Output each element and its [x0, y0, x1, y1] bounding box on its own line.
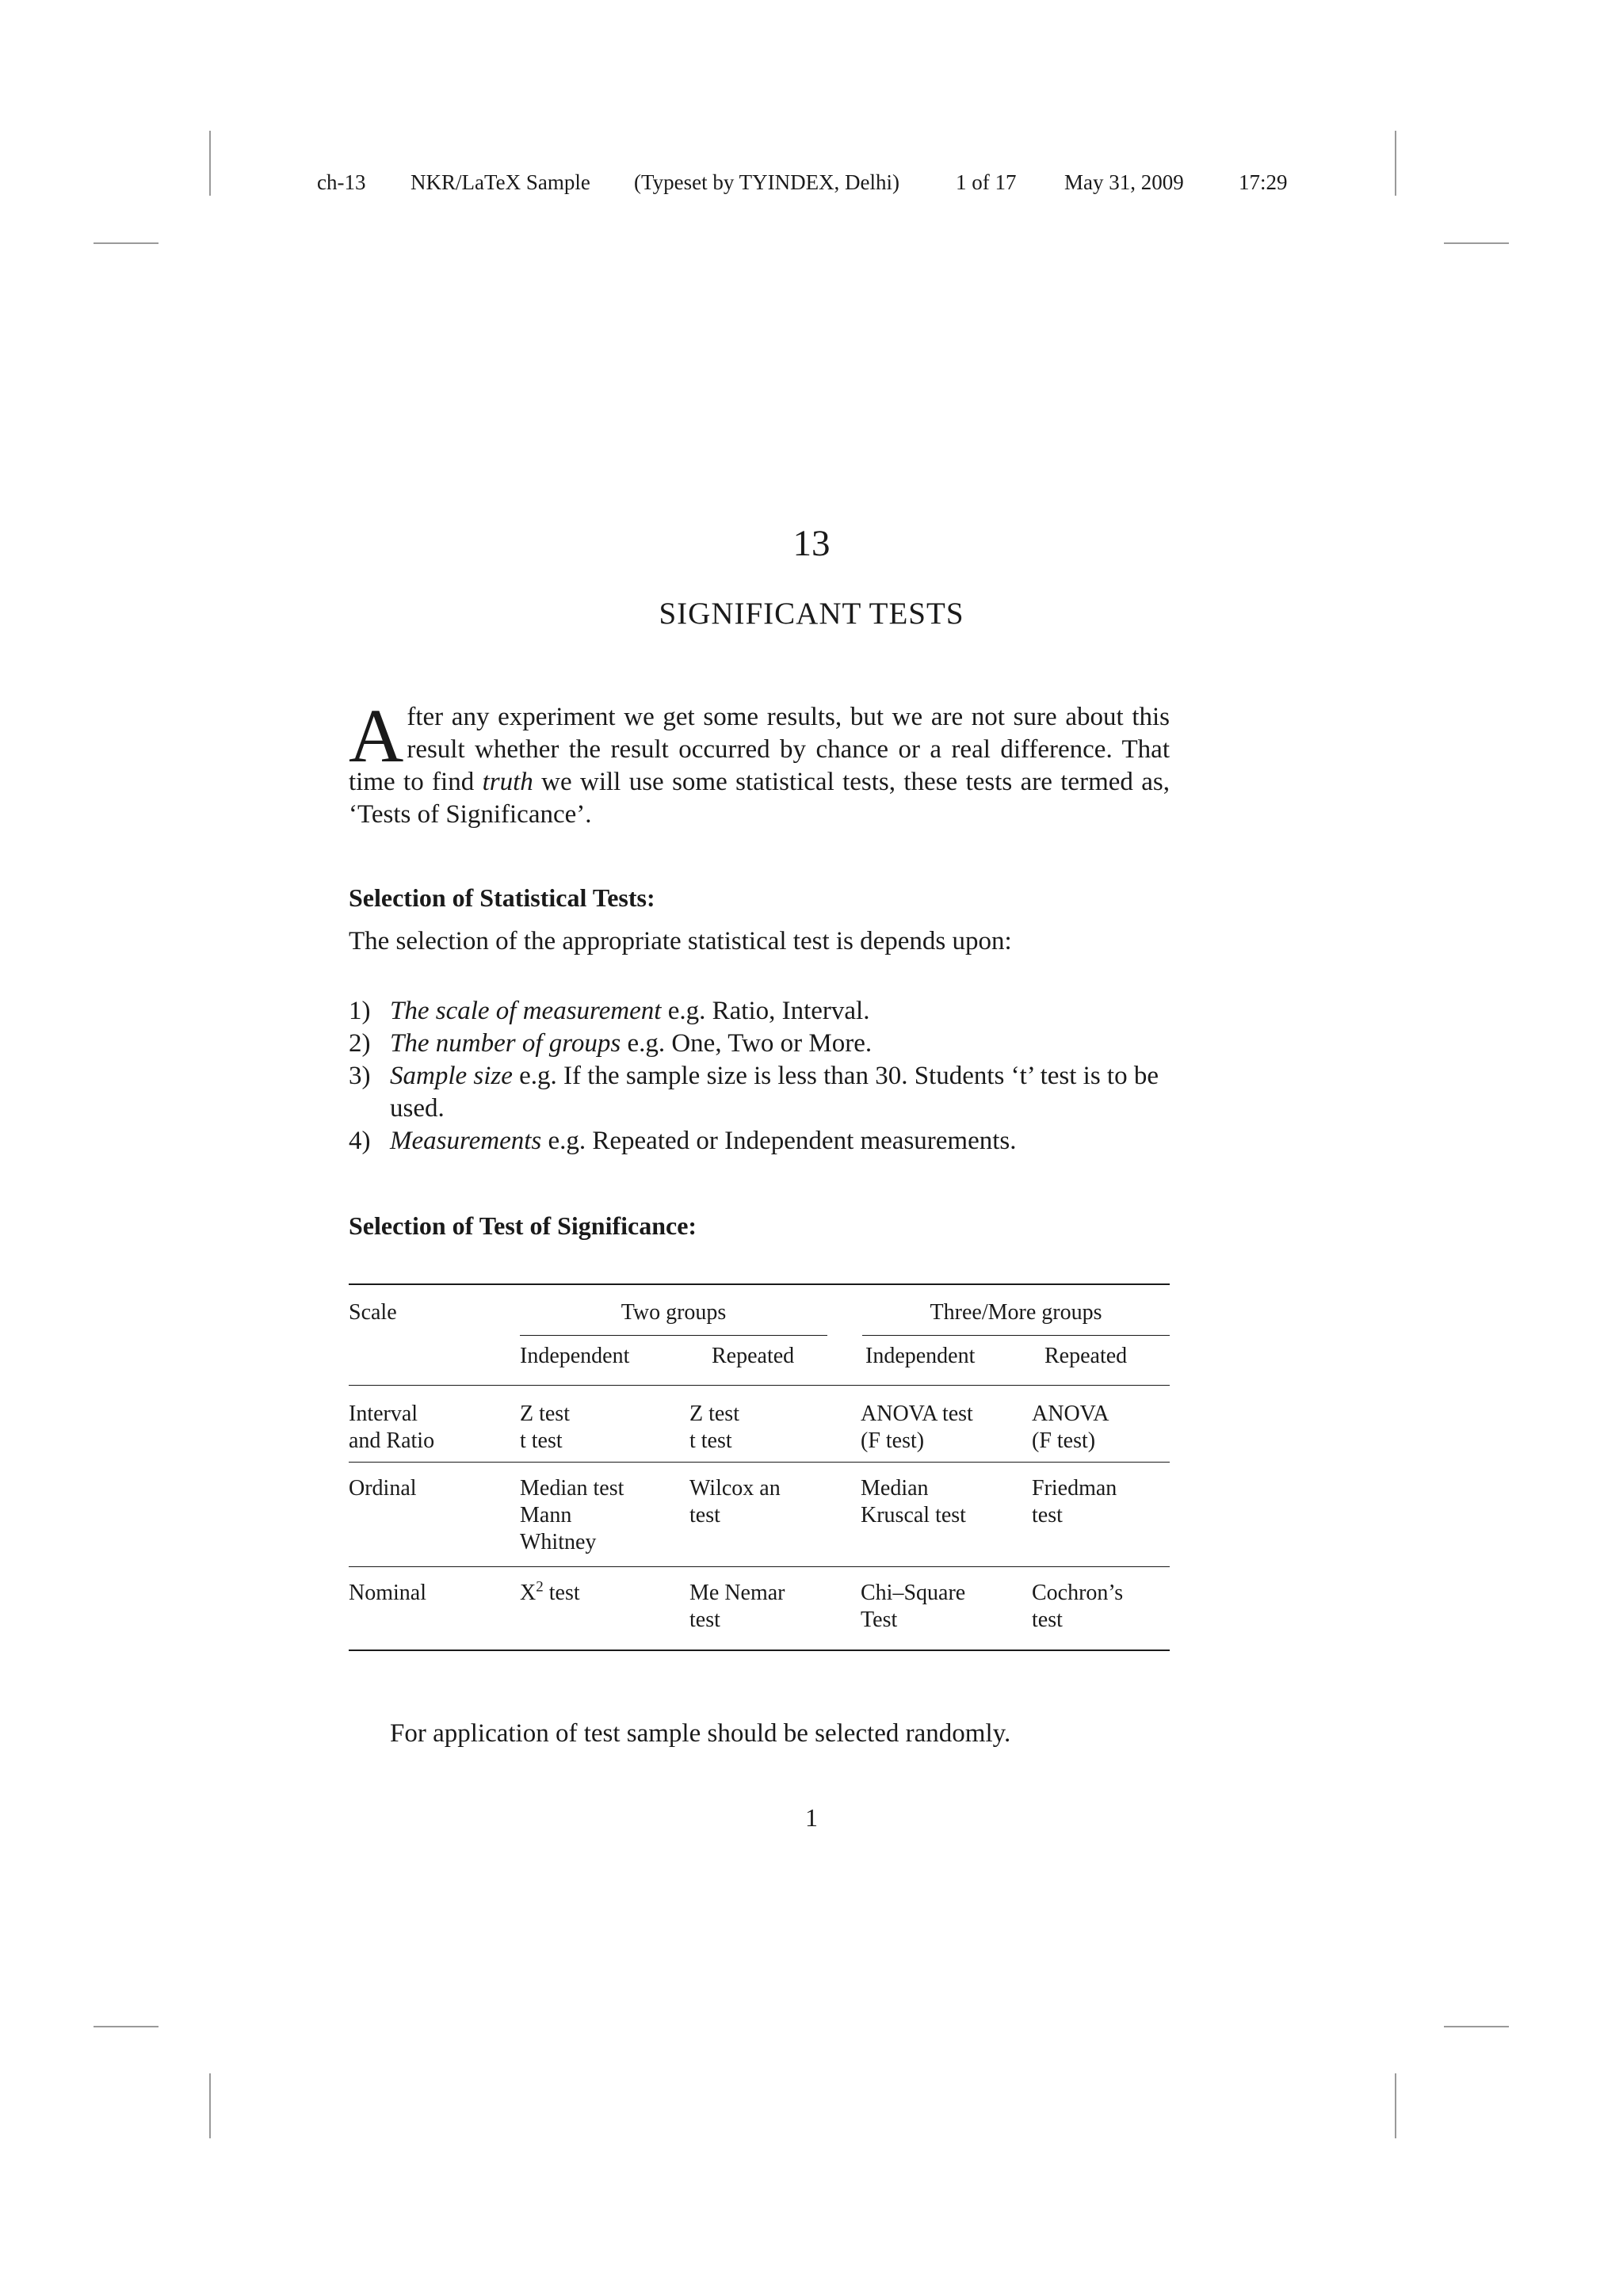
superscript: 2	[536, 1578, 544, 1596]
table-subheader-rule	[520, 1335, 827, 1336]
cell-line: t test	[689, 1428, 732, 1453]
table-cell	[1032, 1580, 1123, 1634]
list-term: Measurements	[390, 1127, 542, 1155]
cell-line: Nominal	[349, 1581, 426, 1605]
table-row-rule	[349, 1566, 1170, 1567]
cell-line: Cochron’s	[1032, 1581, 1124, 1605]
cell-line: Chi–Square	[861, 1581, 966, 1605]
list-number: 2)	[349, 1029, 371, 1058]
cell-text: test	[543, 1581, 580, 1605]
table-cell	[689, 1475, 781, 1529]
criteria-list	[349, 995, 1170, 1158]
table-cell-scale	[349, 1401, 434, 1455]
page-number: 1	[805, 1803, 818, 1832]
cell-line: test	[689, 1608, 720, 1632]
running-header	[0, 168, 1623, 196]
table-top-rule	[349, 1283, 1170, 1285]
table-row-rule	[349, 1462, 1170, 1463]
chapter-title: SIGNIFICANT TESTS	[659, 597, 964, 631]
table-header-three-groups: Three/More groups	[930, 1300, 1102, 1325]
table-cell	[861, 1475, 966, 1529]
cell-line: Z test	[689, 1402, 739, 1426]
chapter-number: 13	[792, 523, 831, 564]
table-subheader-independent: Independent	[520, 1344, 630, 1368]
table-subheader-rule	[862, 1335, 1170, 1336]
cell-line: ANOVA test	[861, 1402, 973, 1426]
list-number: 4)	[349, 1127, 371, 1155]
table-header-scale: Scale	[349, 1300, 397, 1325]
list-item	[349, 1028, 1170, 1060]
table-bottom-rule	[349, 1650, 1170, 1651]
header-chapter-code: ch-13	[317, 170, 366, 194]
table-cell	[520, 1580, 580, 1607]
cell-line: Mann	[520, 1503, 572, 1527]
table-cell-scale	[349, 1580, 426, 1607]
cell-line: Test	[861, 1608, 898, 1632]
table-cell	[861, 1580, 965, 1634]
cell-line: Wilcox an	[689, 1476, 781, 1501]
cell-line: Whitney	[520, 1530, 597, 1554]
chi-symbol: X	[520, 1581, 537, 1605]
section-heading-statistical-tests: Selection of Statistical Tests:	[349, 883, 655, 912]
crop-mark	[94, 242, 158, 244]
list-term: The scale of measurement	[390, 997, 662, 1025]
list-item	[349, 1125, 1170, 1158]
cell-line: (F test)	[1032, 1428, 1096, 1453]
header-sample: NKR/LaTeX Sample	[411, 170, 590, 194]
cell-line: (F test)	[861, 1428, 925, 1453]
intro-emphasis: truth	[482, 768, 533, 796]
intro-text-1: fter any experiment we get some results, but we are not sure about this result whether the result occurred by chance or a real difference. That time to find	[349, 703, 1170, 796]
crop-mark	[1444, 242, 1509, 244]
cell-line: Z test	[520, 1402, 570, 1426]
crop-mark	[94, 2026, 158, 2027]
list-text: e.g. If the sample size is less than 30. Students ‘t’ test is to be used.	[390, 1062, 1159, 1123]
intro-text-2: we will use some statistical tests, these tests are termed as, ‘Tests of Significance’.	[349, 768, 1170, 829]
crop-mark	[1395, 2073, 1396, 2138]
cell-line: test	[1032, 1503, 1063, 1527]
cell-line: Friedman	[1032, 1476, 1117, 1501]
list-text: e.g. Repeated or Independent measurements.	[541, 1127, 1017, 1155]
list-item	[349, 995, 1170, 1028]
table-cell	[1032, 1401, 1109, 1455]
cell-line: Interval	[349, 1402, 418, 1426]
table-cell	[861, 1401, 973, 1455]
cell-line: Median	[861, 1476, 929, 1501]
cell-line: Ordinal	[349, 1476, 417, 1501]
list-number: 3)	[349, 1062, 371, 1090]
header-date: May 31, 2009	[1064, 170, 1184, 194]
cell-line: and Ratio	[349, 1428, 435, 1453]
table-cell	[520, 1475, 624, 1556]
list-text: e.g. Ratio, Interval.	[661, 997, 870, 1025]
table-cell	[520, 1401, 570, 1455]
section-lead: The selection of the appropriate statistical test is depends upon:	[349, 927, 1012, 955]
table-header-two-groups: Two groups	[621, 1300, 727, 1325]
table-header-rule	[349, 1385, 1170, 1386]
list-term: The number of groups	[390, 1029, 621, 1058]
section-heading-test-of-significance: Selection of Test of Significance:	[349, 1211, 697, 1240]
table-subheader-repeated: Repeated	[712, 1344, 795, 1368]
cell-line	[520, 1580, 580, 1607]
cell-line: Median test	[520, 1476, 624, 1501]
cell-line: t test	[520, 1428, 563, 1453]
list-number: 1)	[349, 997, 371, 1025]
cell-line: Kruscal test	[861, 1503, 966, 1527]
header-page-of: 1 of 17	[956, 170, 1017, 194]
table-cell	[689, 1401, 739, 1455]
drop-cap: A	[349, 693, 404, 778]
crop-mark	[209, 2073, 211, 2138]
list-term: Sample size	[390, 1062, 513, 1090]
table-subheader-independent: Independent	[865, 1344, 976, 1368]
closing-sentence: For application of test sample should be selected randomly.	[390, 1719, 1011, 1748]
list-text: e.g. One, Two or More.	[621, 1029, 873, 1058]
intro-paragraph	[349, 693, 1170, 831]
table-cell	[1032, 1475, 1117, 1529]
header-time: 17:29	[1239, 170, 1288, 194]
table-cell-scale	[349, 1475, 417, 1502]
table-subheader-repeated: Repeated	[1044, 1344, 1128, 1368]
header-typeset: (Typeset by TYINDEX, Delhi)	[634, 170, 900, 194]
table-cell	[689, 1580, 785, 1634]
crop-mark	[1444, 2026, 1509, 2027]
cell-line: test	[689, 1503, 720, 1527]
cell-line: ANOVA	[1032, 1402, 1109, 1426]
list-item	[349, 1060, 1170, 1125]
cell-line: Me Nemar	[689, 1581, 785, 1605]
cell-line: test	[1032, 1608, 1063, 1632]
